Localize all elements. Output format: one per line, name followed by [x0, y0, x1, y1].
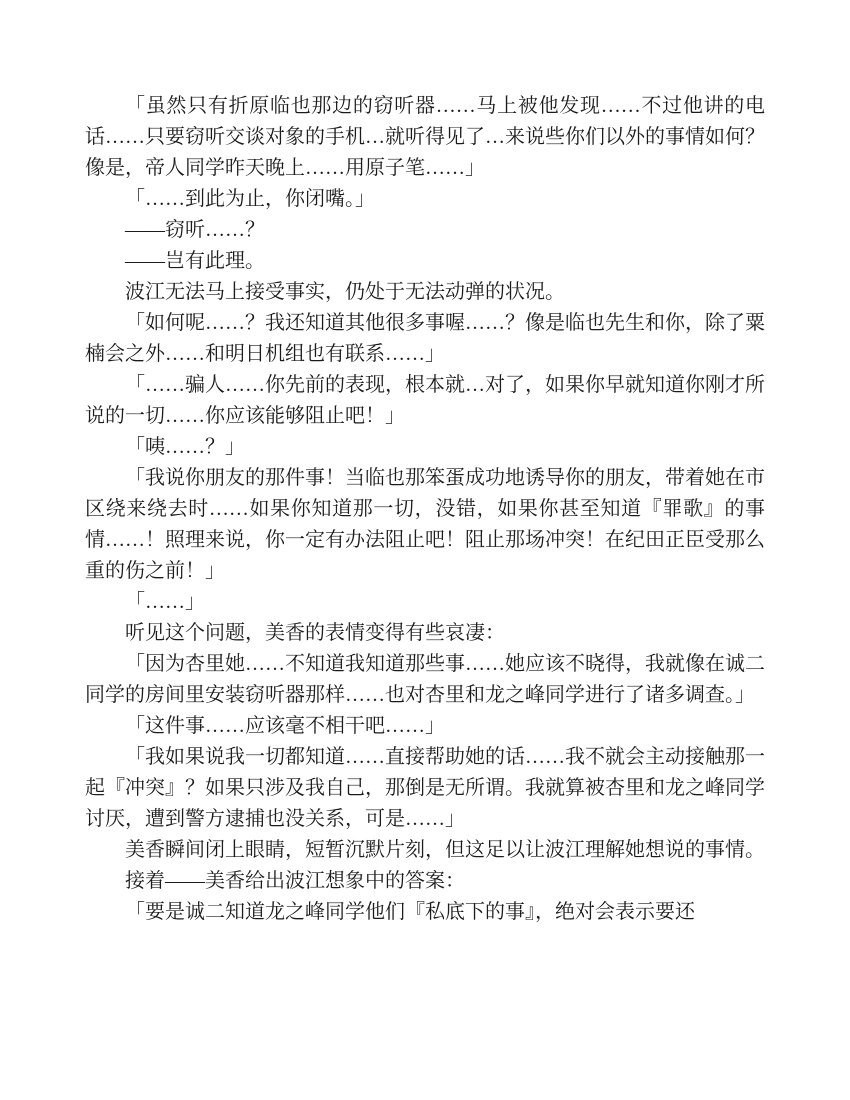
paragraph: 「咦……？」 [125, 436, 245, 458]
paragraph: 「虽然只有折原临也那边的窃听器……马上被他发现……不过他讲的电话……只要窃听交谈对象的手机…就听得见了…来说些你们以外的事情如何？像是，帝人同学昨天晚上……用原子笔……」 [85, 95, 765, 179]
paragraph: 听见这个问题，美香的表情变得有些哀凄： [125, 622, 505, 644]
paragraph: 「……」 [125, 591, 205, 613]
page-text [85, 91, 765, 928]
paragraph: 波江无法马上接受事实，仍处于无法动弹的状况。 [125, 281, 565, 303]
paragraph: ——窃听……？ [125, 219, 265, 241]
paragraph: 接着——美香给出波江想象中的答案： [125, 870, 465, 892]
paragraph: 「这件事……应该毫不相干吧……」 [125, 715, 445, 737]
paragraph: 「我如果说我一切都知道……直接帮助她的话……我不就会主动接触那一起『冲突』？如果只涉及我自己，那倒是无所谓。我就算被杏里和龙之峰同学讨厌，遭到警方逮捕也没关系，可是……」 [85, 746, 765, 830]
paragraph: 「我说你朋友的那件事！当临也那笨蛋成功地诱导你的朋友，带着她在市区绕来绕去时……如果你知道那一切，没错，如果你甚至知道『罪歌』的事情……！照理来说，你一定有办法阻止吧！阻止那场冲突！在纪田正臣受那么重的伤之前！」 [85, 467, 765, 582]
paragraph: ——岂有此理。 [125, 250, 265, 272]
paragraph: 「如何呢……？我还知道其他很多事喔……？像是临也先生和你，除了粟楠会之外……和明日机组也有联系……」 [85, 312, 765, 365]
paragraph: 「……骗人……你先前的表现，根本就…对了，如果你早就知道你刚才所说的一切……你应该能够阻止吧！」 [85, 374, 765, 427]
paragraph: 「要是诚二知道龙之峰同学他们『私底下的事』，绝对会表示要还 [125, 901, 695, 923]
paragraph: 美香瞬间闭上眼睛，短暂沉默片刻，但这足以让波江理解她想说的事情。 [125, 839, 765, 861]
paragraph: 「因为杏里她……不知道我知道那些事……她应该不晓得，我就像在诚二同学的房间里安装窃听器那样……也对杏里和龙之峰同学进行了诸多调查。」 [85, 653, 765, 706]
paragraph: 「……到此为止，你闭嘴。」 [125, 188, 375, 210]
